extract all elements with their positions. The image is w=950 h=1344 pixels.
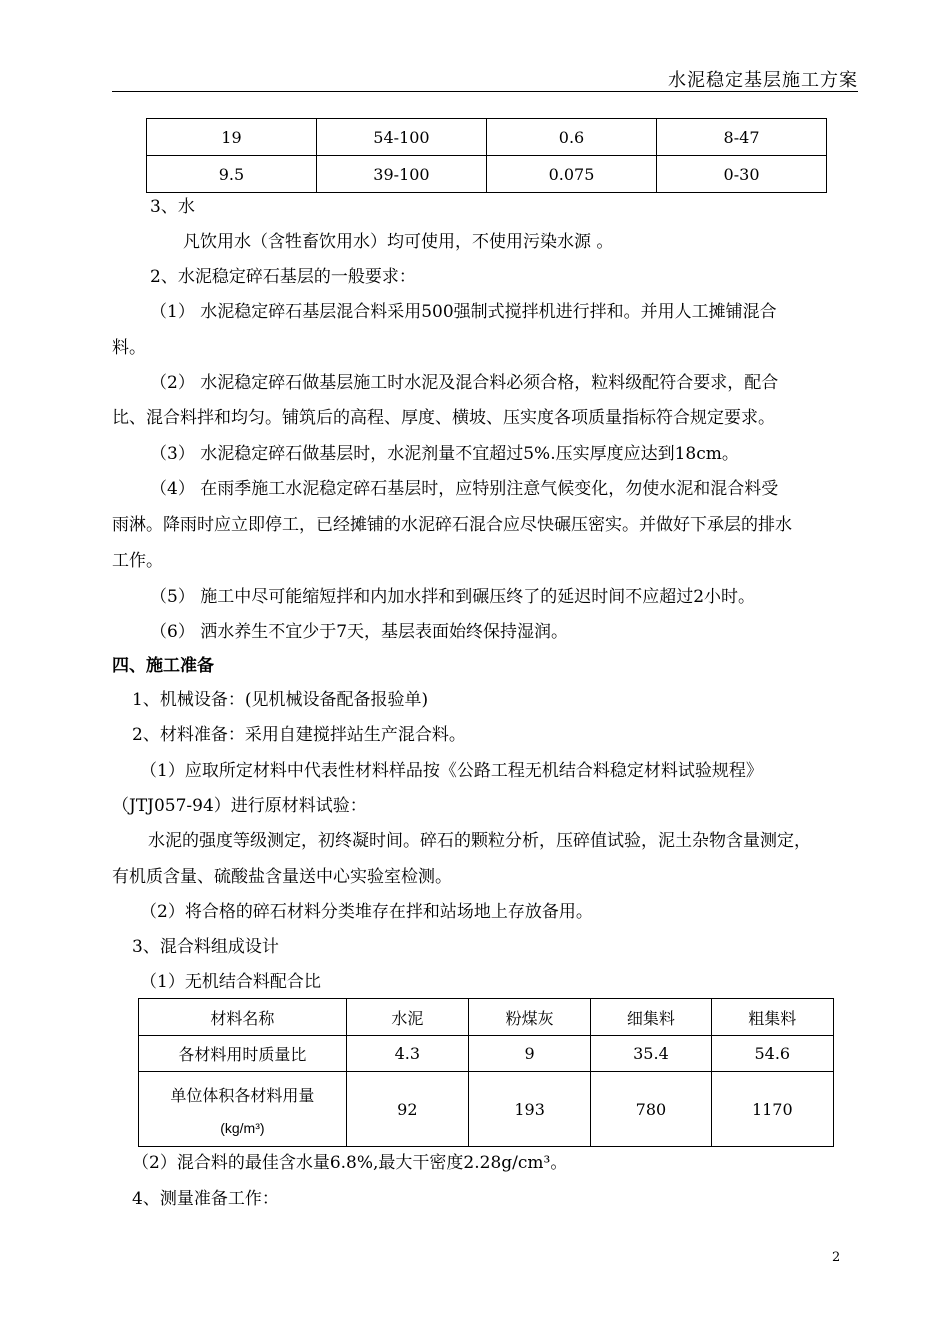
text-line: 3、水 [150,197,195,217]
text-line: （2）混合料的最佳含水量6.8%,最大干密度2.28g/cm³。 [132,1153,568,1173]
grading-table [146,118,827,193]
table-cell: 39-100 [316,156,486,193]
table-cell: 54.6 [711,1036,833,1072]
text-line: （4） 在雨季施工水泥稳定碎石基层时，应特别注意气候变化，勿使水泥和混合料受 [150,479,779,499]
table-header-cell: 细集料 [591,999,711,1036]
table-cell [139,1072,347,1147]
table-row [147,156,827,193]
text-line: 料。 [112,338,146,358]
table-cell: 各材料用时质量比 [139,1036,347,1072]
table-header-row [139,999,834,1036]
table-header-cell: 粗集料 [711,999,833,1036]
unit-label: (kg/m³) [220,1119,265,1136]
text-line: （JTJ057-94）进行原材料试验： [112,796,367,816]
table-cell: 54-100 [316,119,486,156]
row-label: 单位体积各材料用量 [170,1085,315,1105]
table-header-cell: 水泥 [346,999,468,1036]
text-line: （5） 施工中尽可能缩短拌和内加水拌和到碾压终了的延迟时间不应超过2小时。 [150,587,756,607]
text-line: （2） 水泥稳定碎石做基层施工时水泥及混合料必须合格，粒料级配符合要求，配合 [150,373,779,393]
text-line: 水泥的强度等级测定，初终凝时间。碎石的颗粒分析，压碎值试验，泥土杂物含量测定， [148,831,811,851]
table-cell: 92 [346,1072,468,1147]
text-line: （1）无机结合料配合比 [140,972,321,992]
text-line: （3） 水泥稳定碎石做基层时，水泥剂量不宜超过5%.压实厚度应达到18cm。 [150,444,739,464]
table-cell: 0-30 [657,156,827,193]
text-line: 1、机械设备：(见机械设备配备报验单) [132,690,429,710]
text-line: （2）将合格的碎石材料分类堆存在拌和站场地上存放备用。 [140,902,593,922]
text-line: （1） 水泥稳定碎石基层混合料采用500强制式搅拌机进行拌和。并用人工摊铺混合 [150,302,777,322]
text-line: 2、材料准备：采用自建搅拌站生产混合料。 [132,725,466,745]
table-cell: 1170 [711,1072,833,1147]
table-cell: 780 [591,1072,711,1147]
table-header-cell: 材料名称 [139,999,347,1036]
table-cell: 35.4 [591,1036,711,1072]
table-row [147,119,827,156]
table-cell: 193 [468,1072,590,1147]
text-line: 2、水泥稳定碎石基层的一般要求： [150,267,416,287]
header-rule [112,91,858,92]
text-line: 有机质含量、硫酸盐含量送中心实验室检测。 [112,867,452,887]
section-heading: 四、施工准备 [112,656,214,676]
text-line: 凡饮用水（含牲畜饮用水）均可使用，不使用污染水源 。 [183,232,614,252]
text-line: （6） 洒水养生不宜少于7天，基层表面始终保持湿润。 [150,622,569,642]
table-row [139,1036,834,1072]
table-cell: 9 [468,1036,590,1072]
table-cell: 0.6 [486,119,656,156]
text-line: 雨淋。降雨时应立即停工，已经摊铺的水泥碎石混合应尽快碾压密实。并做好下承层的排水 [112,515,792,535]
text-line: 比、混合料拌和均匀。铺筑后的高程、厚度、横坡、压实度各项质量指标符合规定要求。 [112,408,775,428]
text-line: 工作。 [112,551,163,571]
page-number: 2 [832,1250,841,1265]
text-line: （1）应取所定材料中代表性材料样品按《公路工程无机结合料稳定材料试验规程》 [140,761,763,781]
table-header-cell: 粉煤灰 [468,999,590,1036]
table-cell: 8-47 [657,119,827,156]
table-cell: 4.3 [346,1036,468,1072]
table-cell: 0.075 [486,156,656,193]
table-cell: 19 [147,119,317,156]
table-row [139,1072,834,1147]
mix-ratio-table [138,998,834,1147]
text-line: 3、混合料组成设计 [132,937,279,957]
text-line: 4、测量准备工作： [132,1189,279,1209]
header-title: 水泥稳定基层施工方案 [668,70,858,91]
table-cell: 9.5 [147,156,317,193]
